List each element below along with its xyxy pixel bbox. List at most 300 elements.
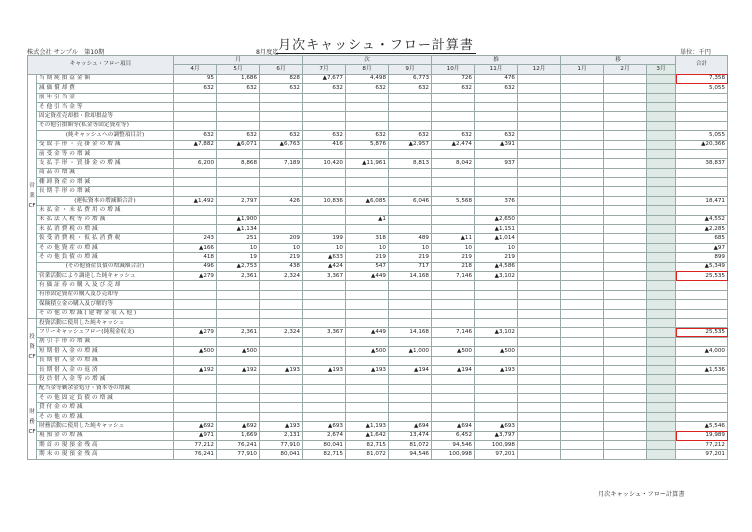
cell-2月 (604, 102, 647, 111)
cell-11月: ▲500 (475, 347, 518, 356)
row-total (676, 384, 728, 393)
cell-10月: 218 (432, 262, 475, 271)
cell-2月 (604, 328, 647, 337)
cell-10月: 5,568 (432, 196, 475, 205)
cell-8月: 82,715 (346, 441, 389, 450)
cell-6月 (260, 112, 303, 121)
cell-5月 (217, 168, 260, 177)
cell-12月 (518, 196, 561, 205)
row-total: ▲97 (676, 243, 728, 252)
row-label: (純キャッシュへの調整項目計) (37, 131, 174, 140)
cell-1月 (561, 178, 604, 187)
cell-6月: 80,041 (260, 450, 303, 459)
cell-2月 (604, 131, 647, 140)
cell-9月 (389, 309, 432, 318)
cell-6月: ▲193 (260, 365, 303, 374)
cell-9月: ▲694 (389, 422, 432, 431)
row-total: ▲5,349 (676, 262, 728, 271)
cell-1月 (561, 375, 604, 384)
table-row (28, 196, 728, 205)
table-row (28, 215, 728, 224)
row-label: そ の 他 の 増 減 (37, 412, 174, 421)
cell-10月 (432, 300, 475, 309)
unit-label: 単位：千円 (680, 49, 711, 56)
cell-11月 (475, 121, 518, 130)
cell-4月 (174, 356, 217, 365)
cell-3月 (647, 131, 676, 140)
cell-12月 (518, 281, 561, 290)
row-total: 19,989 (676, 431, 728, 440)
cell-4月: ▲1,492 (174, 196, 217, 205)
row-label: 配当金等剰余金処分・資本等の増減 (37, 384, 174, 393)
cell-3月 (647, 149, 676, 158)
cell-5月 (217, 318, 260, 327)
cell-8月 (346, 384, 389, 393)
cell-12月 (518, 290, 561, 299)
table-row (28, 159, 728, 168)
cell-2月 (604, 84, 647, 93)
cell-9月 (389, 375, 432, 384)
cell-2月 (604, 196, 647, 205)
table-row (28, 441, 728, 450)
cell-3月 (647, 112, 676, 121)
cell-3月 (647, 121, 676, 130)
cell-12月 (518, 441, 561, 450)
cell-4月 (174, 309, 217, 318)
cell-4月: 418 (174, 253, 217, 262)
cell-1月 (561, 384, 604, 393)
cell-8月 (346, 225, 389, 234)
cell-6月 (260, 281, 303, 290)
row-label: 有 価 証 券 の 購 入 及 び 売 却 (37, 281, 174, 290)
cell-3月 (647, 168, 676, 177)
cell-11月: ▲3,102 (475, 328, 518, 337)
cell-9月: ▲2,957 (389, 140, 432, 149)
cell-10月 (432, 178, 475, 187)
cell-9月: 8,813 (389, 159, 432, 168)
cell-7月 (303, 394, 346, 403)
cell-2月 (604, 384, 647, 393)
cell-6月 (260, 187, 303, 196)
table-row (28, 281, 728, 290)
cell-7月 (303, 215, 346, 224)
cell-10月 (432, 412, 475, 421)
cell-9月 (389, 121, 432, 130)
table-row (28, 365, 728, 374)
cell-2月 (604, 412, 647, 421)
cell-8月 (346, 121, 389, 130)
cell-12月 (518, 84, 561, 93)
cell-8月: 632 (346, 131, 389, 140)
cell-4月 (174, 300, 217, 309)
cell-9月: 10 (389, 243, 432, 252)
row-label: その他引損額等(私金等固定資産等) (37, 121, 174, 130)
cell-11月: 376 (475, 196, 518, 205)
cell-11月: ▲3,102 (475, 271, 518, 280)
table-row (28, 384, 728, 393)
cell-1月 (561, 234, 604, 243)
table-row (28, 112, 728, 121)
cell-6月: 77,910 (260, 441, 303, 450)
table-row (28, 262, 728, 271)
row-label: 未 払 消 費 税 の 増 減 (37, 225, 174, 234)
cell-11月: 632 (475, 84, 518, 93)
cell-5月: 19 (217, 253, 260, 262)
section-label: 投資CF (28, 318, 37, 374)
cell-7月: 416 (303, 140, 346, 149)
cell-8月 (346, 206, 389, 215)
row-total (676, 112, 728, 121)
cell-1月 (561, 131, 604, 140)
cell-5月 (217, 412, 260, 421)
table-row (28, 356, 728, 365)
cell-6月 (260, 356, 303, 365)
row-label: 貸 付 金 の 増 減 (37, 403, 174, 412)
cash-flow-table (27, 55, 728, 460)
table-row (28, 168, 728, 177)
cell-8月 (346, 375, 389, 384)
cell-8月 (346, 394, 389, 403)
row-total: 25,535 (676, 271, 728, 280)
cell-9月 (389, 384, 432, 393)
cell-4月: ▲166 (174, 243, 217, 252)
row-label: 長 期 借 入 金 の 返 済 (37, 365, 174, 374)
cell-8月 (346, 149, 389, 158)
cell-7月 (303, 290, 346, 299)
cell-12月 (518, 253, 561, 262)
cell-5月 (217, 112, 260, 121)
cell-2月 (604, 281, 647, 290)
row-total: 77,212 (676, 441, 728, 450)
month-header-7: 10月 (432, 65, 475, 74)
row-label: そ の 他 固 定 負 債 の 増 減 (37, 394, 174, 403)
row-label: 長 期 手 形 の 増 減 (37, 187, 174, 196)
table-row (28, 225, 728, 234)
cell-9月: 717 (389, 262, 432, 271)
cell-6月: 828 (260, 74, 303, 83)
row-label: そ の 他 の 増 減 ( 建 物 金 収 入 他 ) (37, 309, 174, 318)
cell-12月 (518, 309, 561, 318)
cell-9月 (389, 112, 432, 121)
row-label: そ 他 引 当 金 等 (37, 102, 174, 111)
cell-11月 (475, 187, 518, 196)
row-label: 営業活動により調達した純キャッシュ (37, 271, 174, 280)
row-label: フリーキャッシュフロー(純現金収支) (37, 328, 174, 337)
cell-10月 (432, 225, 475, 234)
cell-12月 (518, 159, 561, 168)
cell-3月 (647, 196, 676, 205)
cell-8月 (346, 187, 389, 196)
row-label: 現 預 金 の 増 減 (37, 431, 174, 440)
cell-5月 (217, 290, 260, 299)
cell-9月 (389, 356, 432, 365)
cell-12月 (518, 375, 561, 384)
group-header-3: 推 (432, 56, 561, 65)
row-total (676, 149, 728, 158)
header-row-group (28, 56, 728, 65)
cell-2月 (604, 450, 647, 459)
cell-12月 (518, 318, 561, 327)
cell-4月 (174, 225, 217, 234)
cell-8月: 5,876 (346, 140, 389, 149)
cell-8月: ▲449 (346, 328, 389, 337)
cell-12月 (518, 394, 561, 403)
cell-6月 (260, 290, 303, 299)
cell-9月: 81,072 (389, 441, 432, 450)
cell-11月: ▲391 (475, 140, 518, 149)
cell-1月 (561, 225, 604, 234)
cell-3月 (647, 271, 676, 280)
table-row (28, 290, 728, 299)
cell-6月 (260, 121, 303, 130)
table-row (28, 328, 728, 337)
cell-10月 (432, 215, 475, 224)
cell-9月 (389, 102, 432, 111)
row-total (676, 168, 728, 177)
row-label: 割 引 手 形 の 増 減 (37, 337, 174, 346)
row-label: 支 払 手 形 ・ 買 掛 金 の 増 減 (37, 159, 174, 168)
cell-4月: 76,241 (174, 450, 217, 459)
cell-6月 (260, 300, 303, 309)
cell-8月: 219 (346, 253, 389, 262)
cell-3月 (647, 215, 676, 224)
row-total: ▲4,000 (676, 347, 728, 356)
cell-5月 (217, 93, 260, 102)
cell-2月 (604, 140, 647, 149)
cell-10月: ▲11 (432, 234, 475, 243)
cell-11月 (475, 206, 518, 215)
cell-7月 (303, 102, 346, 111)
cell-7月 (303, 225, 346, 234)
table-row (28, 309, 728, 318)
cell-2月 (604, 365, 647, 374)
table-row (28, 131, 728, 140)
cell-10月: ▲694 (432, 422, 475, 431)
table-row (28, 93, 728, 102)
cell-8月 (346, 290, 389, 299)
row-total (676, 337, 728, 346)
row-total (676, 281, 728, 290)
cell-3月 (647, 243, 676, 252)
table-row (28, 271, 728, 280)
cell-11月 (475, 394, 518, 403)
cell-11月: ▲1,014 (475, 234, 518, 243)
cell-6月: 632 (260, 131, 303, 140)
cell-12月 (518, 431, 561, 440)
table-row (28, 121, 728, 130)
cell-1月 (561, 149, 604, 158)
row-label: 期 首 の 現 預 金 残 高 (37, 441, 174, 450)
cell-8月: 81,072 (346, 450, 389, 459)
cell-4月 (174, 168, 217, 177)
cell-2月 (604, 271, 647, 280)
cell-1月 (561, 140, 604, 149)
table-row (28, 253, 728, 262)
cell-11月 (475, 168, 518, 177)
row-total (676, 121, 728, 130)
cell-12月 (518, 187, 561, 196)
cell-12月 (518, 262, 561, 271)
cell-10月 (432, 187, 475, 196)
cell-1月 (561, 309, 604, 318)
cell-11月 (475, 375, 518, 384)
cell-7月 (303, 112, 346, 121)
row-total: ▲2,285 (676, 225, 728, 234)
row-label: 保険積立金の購入及び解約等 (37, 300, 174, 309)
cell-10月 (432, 337, 475, 346)
cell-11月: 476 (475, 74, 518, 83)
cell-10月 (432, 318, 475, 327)
cell-4月: ▲7,882 (174, 140, 217, 149)
cell-3月 (647, 290, 676, 299)
cell-8月 (346, 168, 389, 177)
cell-12月 (518, 168, 561, 177)
cell-1月 (561, 243, 604, 252)
cell-2月 (604, 337, 647, 346)
cell-8月: ▲11,961 (346, 159, 389, 168)
cell-7月 (303, 149, 346, 158)
cell-7月 (303, 375, 346, 384)
cell-2月 (604, 187, 647, 196)
cell-12月 (518, 74, 561, 83)
cell-12月 (518, 93, 561, 102)
table-row (28, 318, 728, 327)
row-total: 899 (676, 253, 728, 262)
cell-9月 (389, 93, 432, 102)
cell-6月: 219 (260, 253, 303, 262)
cell-6月 (260, 318, 303, 327)
cell-7月: 82,715 (303, 450, 346, 459)
table-row (28, 102, 728, 111)
cell-3月 (647, 309, 676, 318)
cell-12月 (518, 131, 561, 140)
cell-7月: 2,674 (303, 431, 346, 440)
cell-11月 (475, 178, 518, 187)
cell-9月 (389, 403, 432, 412)
cell-4月: 243 (174, 234, 217, 243)
cell-10月 (432, 356, 475, 365)
cell-3月 (647, 74, 676, 83)
cell-11月 (475, 356, 518, 365)
cell-2月 (604, 394, 647, 403)
cell-10月: 100,998 (432, 450, 475, 459)
cell-1月 (561, 441, 604, 450)
row-total: 5,055 (676, 131, 728, 140)
cell-8月 (346, 403, 389, 412)
row-total (676, 375, 728, 384)
table-row (28, 412, 728, 421)
cell-11月: ▲1,151 (475, 225, 518, 234)
row-label: 固定資産売却損・除却損益等 (37, 112, 174, 121)
cell-11月: 219 (475, 253, 518, 262)
month-header-8: 11月 (475, 65, 518, 74)
cell-2月 (604, 309, 647, 318)
cell-6月: 7,189 (260, 159, 303, 168)
month-header-4: 7月 (303, 65, 346, 74)
cell-5月 (217, 102, 260, 111)
table-row (28, 243, 728, 252)
cell-2月 (604, 215, 647, 224)
cell-1月 (561, 262, 604, 271)
cell-2月 (604, 422, 647, 431)
cell-3月 (647, 206, 676, 215)
cell-3月 (647, 375, 676, 384)
cell-9月 (389, 149, 432, 158)
cell-12月 (518, 422, 561, 431)
row-total: 685 (676, 234, 728, 243)
cell-10月: ▲2,474 (432, 140, 475, 149)
cell-4月 (174, 93, 217, 102)
row-total: ▲1,536 (676, 365, 728, 374)
row-total (676, 206, 728, 215)
cell-5月: ▲192 (217, 365, 260, 374)
cell-7月: 10,420 (303, 159, 346, 168)
cell-5月 (217, 384, 260, 393)
cell-6月 (260, 178, 303, 187)
cell-2月 (604, 121, 647, 130)
row-label: 投資活動に使用した純キャッシュ (37, 318, 174, 327)
cell-2月 (604, 234, 647, 243)
month-header-9: 12月 (518, 65, 561, 74)
cell-12月 (518, 347, 561, 356)
cell-10月 (432, 112, 475, 121)
cell-7月 (303, 412, 346, 421)
row-total (676, 93, 728, 102)
row-label: 前 受 金 等 の 増 減 (37, 149, 174, 158)
cell-11月: 97,201 (475, 450, 518, 459)
cell-4月 (174, 318, 217, 327)
cell-5月: 1,686 (217, 74, 260, 83)
cell-8月 (346, 178, 389, 187)
cell-11月: 100,998 (475, 441, 518, 450)
cell-12月 (518, 271, 561, 280)
table-row (28, 206, 728, 215)
cell-11月: 937 (475, 159, 518, 168)
cell-9月 (389, 281, 432, 290)
row-total (676, 356, 728, 365)
cell-12月 (518, 112, 561, 121)
cell-2月 (604, 178, 647, 187)
cell-1月 (561, 318, 604, 327)
footer-title: 月次キャッシュ・フロー計算書 (598, 491, 685, 498)
cell-8月 (346, 356, 389, 365)
cell-4月 (174, 206, 217, 215)
cell-1月 (561, 394, 604, 403)
cell-7月: ▲693 (303, 422, 346, 431)
table-row (28, 140, 728, 149)
section-label: 営業CF (28, 74, 37, 318)
cell-3月 (647, 347, 676, 356)
cell-2月 (604, 347, 647, 356)
table-row (28, 450, 728, 459)
row-total (676, 403, 728, 412)
cell-4月 (174, 112, 217, 121)
cell-1月 (561, 290, 604, 299)
cell-4月: ▲971 (174, 431, 217, 440)
cell-2月 (604, 93, 647, 102)
cell-3月 (647, 281, 676, 290)
cell-9月: 14,168 (389, 271, 432, 280)
row-label: 棚 卸 資 産 の 増 減 (37, 178, 174, 187)
cell-3月 (647, 93, 676, 102)
cell-7月 (303, 403, 346, 412)
cell-5月: 10 (217, 243, 260, 252)
cell-9月 (389, 206, 432, 215)
cell-1月 (561, 356, 604, 365)
row-total: 18,471 (676, 196, 728, 205)
cell-3月 (647, 412, 676, 421)
cell-4月 (174, 290, 217, 299)
